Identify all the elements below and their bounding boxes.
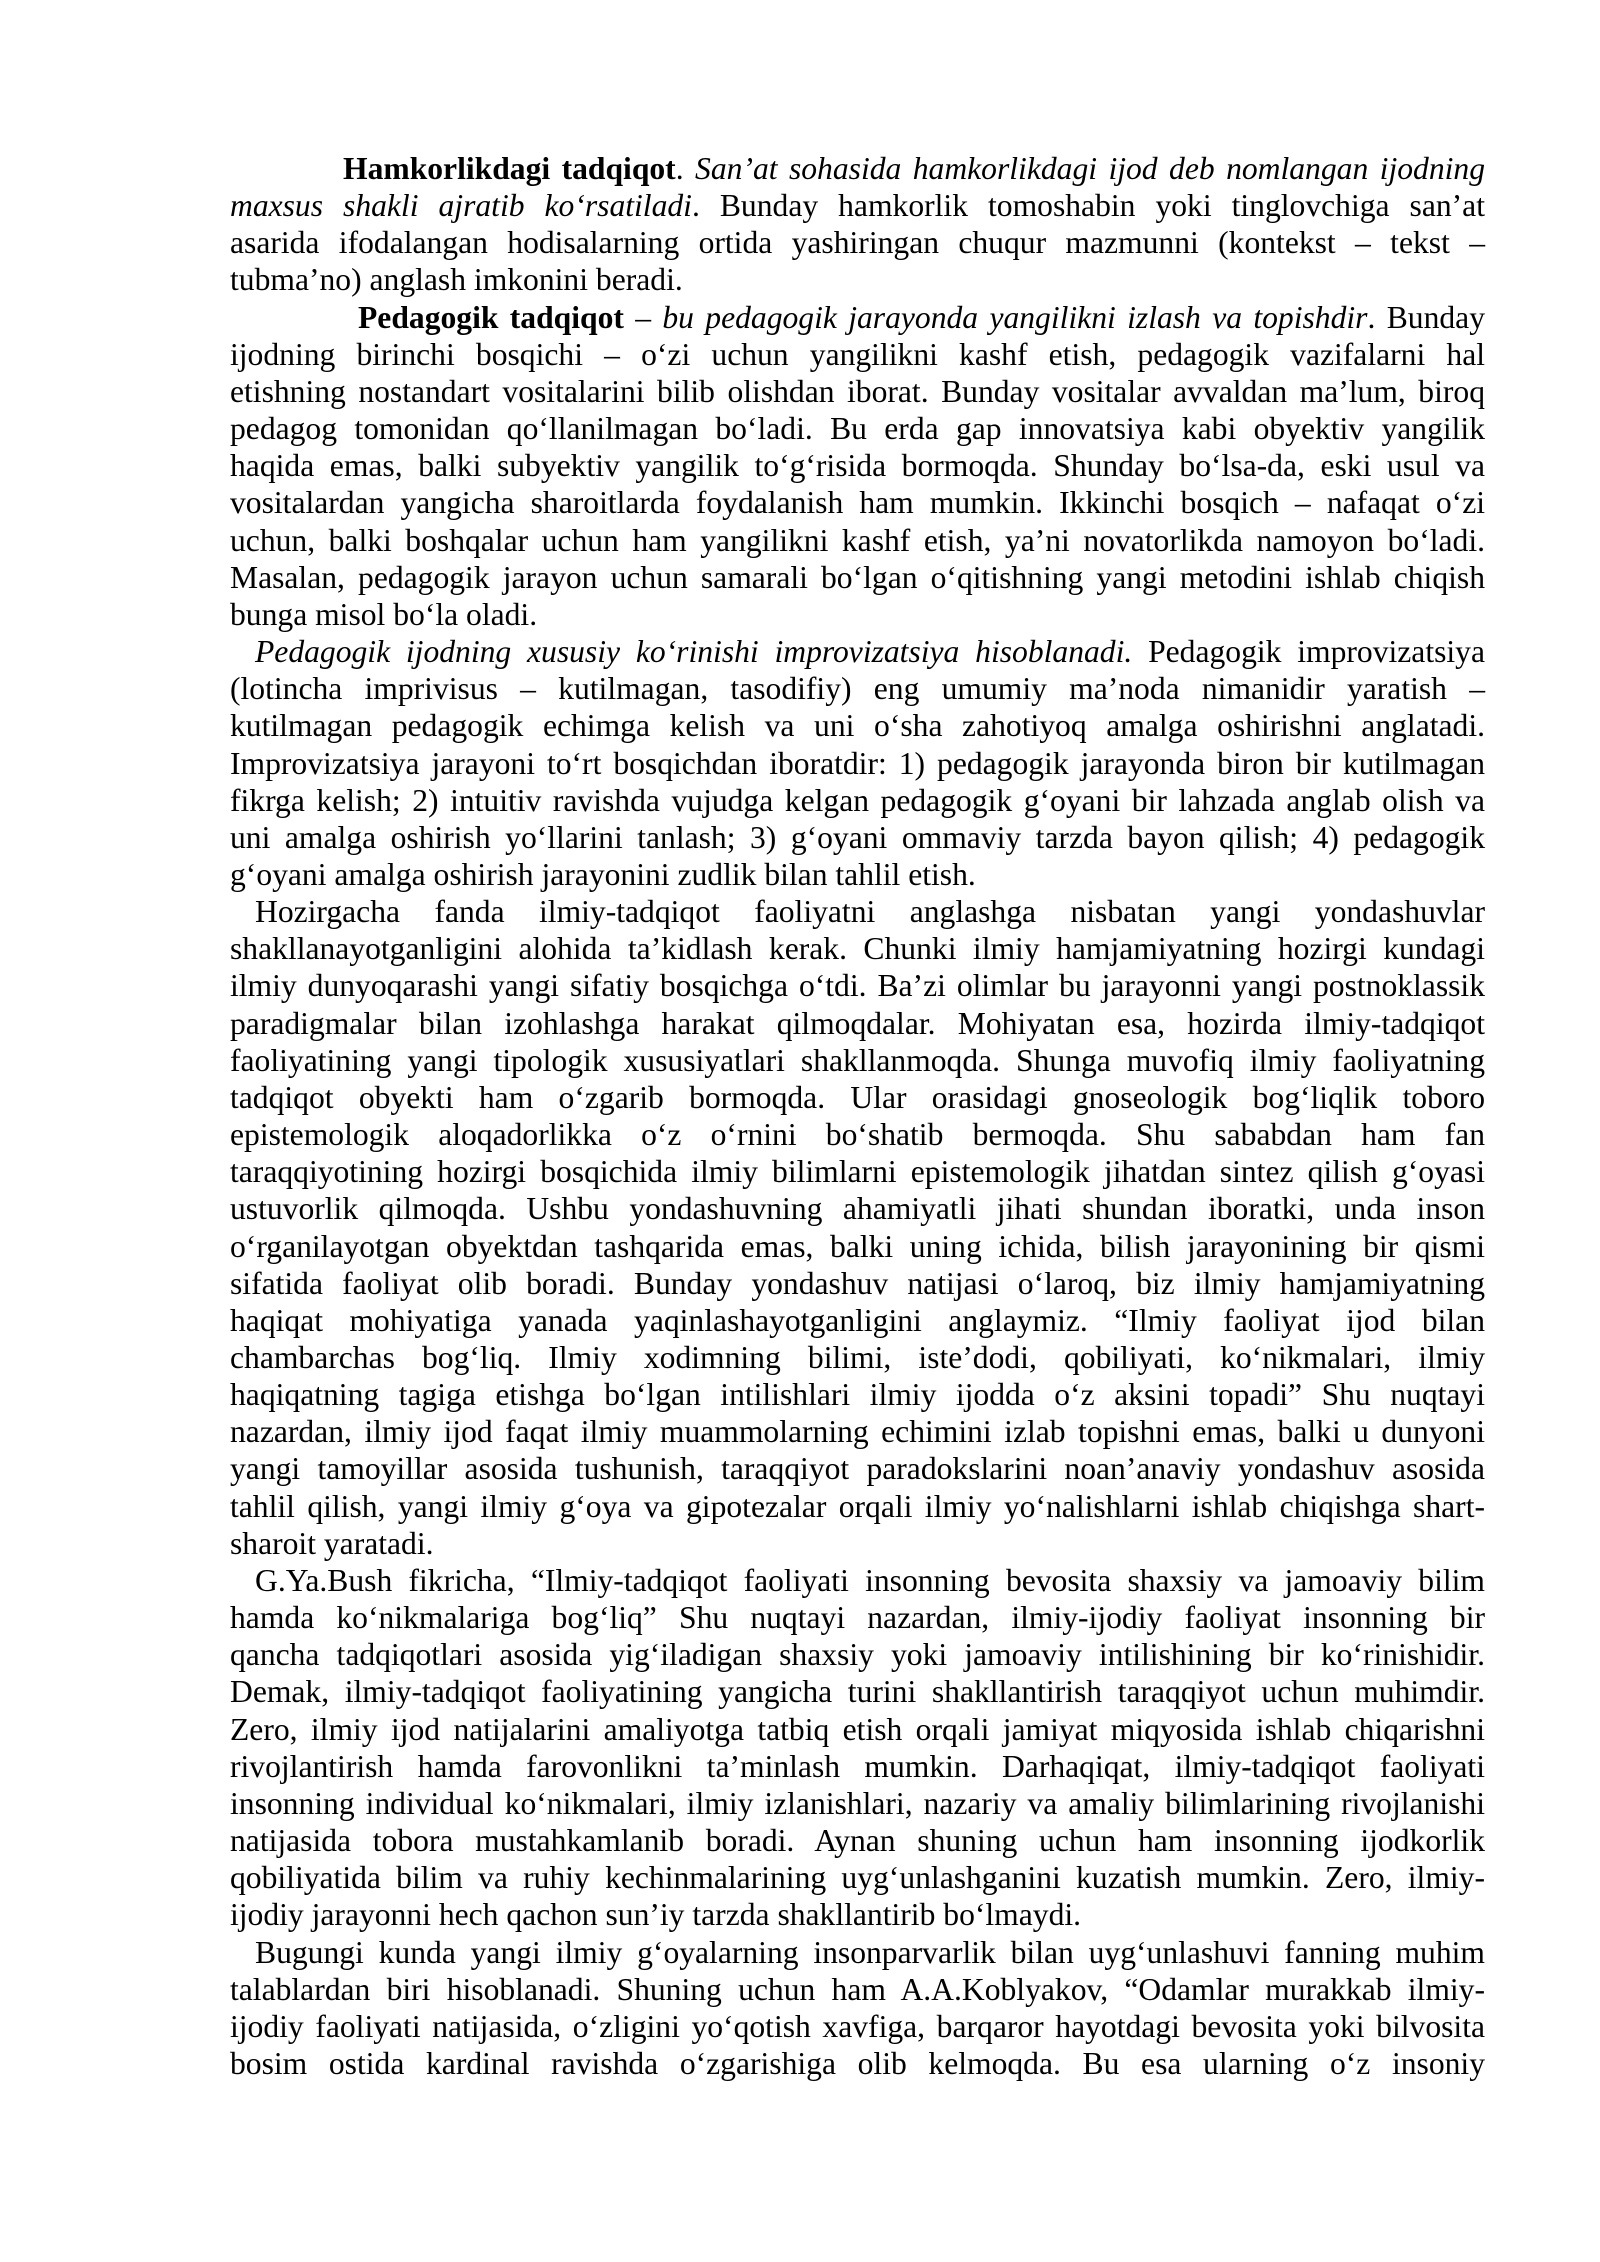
text-line bbox=[230, 1042, 1485, 1079]
text-line bbox=[230, 1302, 1485, 1339]
text-line bbox=[230, 1896, 1485, 1933]
text-run: (lotincha imprivisus – kutilmagan, tasodifiy) eng umumiy ma’noda nimanidir yaratish – bbox=[230, 671, 1485, 707]
text-run: . Bunday hamkorlik tomoshabin yoki tinglovchiga san’at bbox=[691, 188, 1485, 224]
text-line bbox=[230, 819, 1485, 856]
text-run: ijodiy faoliyati natijasida, o‘zligini yo‘qotish xavfiga, barqaror hayotdagi bevosita yoki bilvosita bbox=[230, 2008, 1485, 2044]
text-run: ijodning birinchi bosqichi – o‘zi uchun yangilikni kashf etish, pedagogik vazifalarni hal bbox=[230, 336, 1485, 372]
italic-text: maxsus shakli ajratib ko‘rsatiladi bbox=[230, 188, 692, 224]
text-line bbox=[230, 1711, 1485, 1748]
text-line bbox=[230, 1748, 1485, 1785]
text-run: bunga misol bo‘la oladi. bbox=[230, 596, 538, 632]
text-run: yangi tamoyillar asosida tushunish, taraqqiyot paradokslarini noan’anaviy yondashuv asosida bbox=[230, 1451, 1485, 1487]
text-line bbox=[230, 1190, 1485, 1227]
text-run: – bbox=[623, 299, 663, 335]
text-run: Demak, ilmiy-tadqiqot faoliyatining yangicha turini shakllantirish taraqqiyot uchun muhimdir. bbox=[230, 1674, 1485, 1710]
text-line bbox=[230, 373, 1485, 410]
text-line bbox=[230, 893, 1485, 930]
text-line bbox=[230, 1005, 1485, 1042]
bold-term-text: Pedagogik tadqiqot bbox=[358, 299, 624, 335]
text-line bbox=[230, 782, 1485, 819]
text-run: uchun, balki boshqalar uchun ham yangilikni kashf etish, ya’ni novatorlikda namoyon bo‘ladi. bbox=[230, 522, 1485, 558]
text-run: ustuvorlik qilmoqda. Ushbu yondashuvning ahamiyatli jihati shundan iboratki, unda inson bbox=[230, 1191, 1485, 1227]
text-run: natijasida tobora mustahkamlanib boradi. Aynan shuning uchun ham insonning ijodkorlik bbox=[230, 1823, 1485, 1859]
text-line bbox=[230, 410, 1485, 447]
text-run: qancha tadqiqotlari asosida yig‘iladigan shaxsiy yoki jamoaviy intilishining bir ko‘rinishidir. bbox=[230, 1637, 1485, 1673]
text-run: talablardan biri hisoblanadi. Shuning uchun ham A.A.Koblyakov, “Odamlar murakkab ilmiy- bbox=[230, 1971, 1485, 2007]
text-line bbox=[230, 1562, 1485, 1599]
text-line bbox=[230, 1413, 1485, 1450]
italic-text: bu pedagogik jarayonda yangilikni izlash va topishdir bbox=[662, 299, 1368, 335]
text-run: Improvizatsiya jarayoni to‘rt bosqichdan iboratdir: 1) pedagogik jarayonda biron bir kutilmagan bbox=[230, 745, 1485, 781]
text-line bbox=[230, 1376, 1485, 1413]
text-line bbox=[230, 261, 1485, 298]
paragraph bbox=[230, 299, 1485, 633]
paragraph bbox=[230, 633, 1485, 893]
text-line bbox=[230, 447, 1485, 484]
text-run: qobiliyatida bilim va ruhiy kechinmalarining uyg‘unlashganini kuzatish mumkin. Zero, ilmiy- bbox=[230, 1860, 1485, 1896]
text-line bbox=[230, 1971, 1485, 2008]
paragraph bbox=[230, 893, 1485, 1562]
text-line bbox=[230, 930, 1485, 967]
text-run: G.Ya.Bush fikricha, “Ilmiy-tadqiqot faoliyati insonning bevosita shaxsiy va jamoaviy bilim bbox=[255, 1562, 1485, 1598]
text-line bbox=[230, 299, 1485, 336]
text-run: ilmiy dunyoqarashi yangi sifatiy bosqichga o‘tdi. Ba’zi olimlar bu jarayonni yangi postnoklassik bbox=[230, 968, 1485, 1004]
italic-text: San’at sohasida hamkorlikdagi ijod deb nomlangan ijodning bbox=[695, 151, 1485, 186]
text-line bbox=[230, 484, 1485, 521]
text-line bbox=[230, 1079, 1485, 1116]
text-line bbox=[230, 633, 1485, 670]
text-run: vositalardan yangicha sharoitlarda foydalanish ham mumkin. Ikkinchi bosqich – nafaqat o‘zi bbox=[230, 485, 1485, 521]
text-line bbox=[230, 1339, 1485, 1376]
text-line bbox=[230, 1116, 1485, 1153]
text-line bbox=[230, 670, 1485, 707]
text-line bbox=[230, 1153, 1485, 1190]
text-run: haqida emas, balki subyektiv yangilik to‘g‘risida bormoqda. Shunday bo‘lsa-da, eski usul va bbox=[230, 448, 1485, 484]
text-run: chambarchas bog‘liq. Ilmiy xodimning bilimi, iste’dodi, qobiliyati, ko‘nikmalari, ilmiy bbox=[230, 1340, 1485, 1375]
text-run: Pedagogik improvizatsiya bbox=[1132, 634, 1485, 670]
text-line bbox=[230, 1488, 1485, 1525]
text-run: kutilmagan pedagogik echimga kelish va uni o‘sha zahotiyoq amalga oshirishni anglatadi. bbox=[230, 708, 1485, 744]
text-line bbox=[230, 967, 1485, 1004]
text-run: tahlil qilish, yangi ilmiy g‘oya va gipotezalar orqali ilmiy yo‘nalishlarni ishlab chiqishga shart- bbox=[230, 1488, 1485, 1524]
text-line bbox=[230, 1934, 1485, 1971]
text-run: fikrga kelish; 2) intuitiv ravishda vujudga kelgan pedagogik g‘oyani bir lahzada anglab olish va bbox=[230, 782, 1485, 818]
text-line bbox=[230, 522, 1485, 559]
text-line bbox=[230, 1822, 1485, 1859]
text-run: o‘rganilayotgan obyektdan tashqarida emas, balki uning ichida, bilish jarayonining bir qismi bbox=[230, 1228, 1485, 1264]
text-line bbox=[230, 1785, 1485, 1822]
italic-text: Pedagogik ijodning xususiy ko‘rinishi improvizatsiya hisoblanadi. bbox=[255, 634, 1133, 670]
paragraph bbox=[230, 1562, 1485, 1934]
text-run: tadqiqot obyekti ham o‘zgarib bormoqda. Ular orasidagi gnoseologik bog‘liqlik toboro bbox=[230, 1079, 1485, 1115]
text-line bbox=[230, 1228, 1485, 1265]
text-run: Hozirgacha fanda ilmiy-tadqiqot faoliyatni anglashga nisbatan yangi yondashuvlar bbox=[255, 894, 1485, 930]
text-line bbox=[230, 1859, 1485, 1896]
text-line bbox=[230, 150, 1485, 187]
text-line bbox=[230, 2008, 1485, 2045]
text-run: Zero, ilmiy ijod natijalarini amaliyotga tatbiq etish orqali jamiyat miqyosida ishlab chiqarishni bbox=[230, 1711, 1485, 1747]
text-run: sharoit yaratadi. bbox=[230, 1525, 434, 1561]
text-line bbox=[230, 596, 1485, 633]
text-line bbox=[230, 745, 1485, 782]
text-line bbox=[230, 1636, 1485, 1673]
text-run: pedagog tomonidan qo‘llanilmagan bo‘ladi. Bu erda gap innovatsiya kabi obyektiv yangilik bbox=[230, 411, 1485, 447]
text-run: ijodiy jarayonni hech qachon sun’iy tarzda shakllantirib bo‘lmaydi. bbox=[230, 1897, 1082, 1933]
paragraph bbox=[230, 1934, 1485, 2083]
document-body bbox=[230, 150, 1485, 2082]
text-run: g‘oyani amalga oshirish jarayonini zudlik bilan tahlil etish. bbox=[230, 856, 976, 892]
text-run: Masalan, pedagogik jarayon uchun samarali bo‘lgan o‘qitishning yangi metodini ishlab chiqish bbox=[230, 559, 1485, 595]
text-line bbox=[230, 2045, 1485, 2082]
text-run: hamda ko‘nikmalariga bog‘liq” Shu nuqtayi nazardan, ilmiy-ijodiy faoliyat insonning bir bbox=[230, 1600, 1485, 1636]
text-run: haqiqatning tagiga etishga bo‘lgan intilishlari ilmiy ijodda o‘z aksini topadi” Shu nuqtayi bbox=[230, 1377, 1485, 1413]
text-run: epistemologik aloqadorlikka o‘z o‘rnini bo‘shatib bermoqda. Shu sababdan ham fan bbox=[230, 1117, 1485, 1153]
text-line bbox=[230, 224, 1485, 261]
text-run: faoliyatining yangi tipologik xususiyatlari shakllanmoqda. Shunga muvofiq ilmiy faoliyatning bbox=[230, 1042, 1485, 1078]
text-line bbox=[230, 187, 1485, 224]
text-line bbox=[230, 707, 1485, 744]
text-run: etishning nostandart vositalarini bilib olishdan iborat. Bunday vositalar avvaldan ma’lum, biroq bbox=[230, 373, 1485, 409]
text-line bbox=[230, 1525, 1485, 1562]
text-line bbox=[230, 856, 1485, 893]
text-line bbox=[230, 1450, 1485, 1487]
text-run: tubma’no) anglash imkonini beradi. bbox=[230, 262, 683, 298]
text-line bbox=[230, 1599, 1485, 1636]
text-line bbox=[230, 1673, 1485, 1710]
text-line bbox=[230, 559, 1485, 596]
text-run: . bbox=[675, 151, 696, 186]
text-run: Bugungi kunda yangi ilmiy g‘oyalarning insonparvarlik bilan uyg‘unlashuvi fanning muhim bbox=[255, 1934, 1485, 1970]
text-run: insonning individual ko‘nikmalari, ilmiy izlanishlari, nazariy va amaliy bilimlarining rivojlanishi bbox=[230, 1785, 1485, 1821]
text-run: taraqqiyotining hozirgi bosqichida ilmiy bilimlarni epistemologik jihatdan sintez qilish g‘oyasi bbox=[230, 1154, 1485, 1190]
bold-term-text: Hamkorlikdagi tadqiqot bbox=[343, 151, 676, 186]
text-run: paradigmalar bilan izohlashga harakat qilmoqdalar. Mohiyatan esa, hozirda ilmiy-tadqiqot bbox=[230, 1005, 1485, 1041]
text-line bbox=[230, 336, 1485, 373]
text-run: haqiqat mohiyatiga yanada yaqinlashayotganligini anglaymiz. “Ilmiy faoliyat ijod bilan bbox=[230, 1302, 1485, 1338]
text-run: shakllanayotganligini alohida ta’kidlash kerak. Chunki ilmiy hamjamiyatning hozirgi kundagi bbox=[230, 931, 1485, 967]
text-run: . Bunday bbox=[1367, 299, 1485, 335]
text-run: asarida ifodalangan hodisalarning ortida yashiringan chuqur mazmunni (kontekst – tekst – bbox=[230, 225, 1485, 261]
paragraph bbox=[230, 150, 1485, 299]
text-run: bosim ostida kardinal ravishda o‘zgarishiga olib kelmoqda. Bu esa ularning o‘z insoniy bbox=[230, 2045, 1485, 2081]
text-run: uni amalga oshirish yo‘llarini tanlash; 3) g‘oyani ommaviy tarzda bayon qilish; 4) pedagogik bbox=[230, 819, 1485, 855]
text-run: sifatida faoliyat olib boradi. Bunday yondashuv natijasi o‘laroq, biz ilmiy hamjamiyatning bbox=[230, 1265, 1485, 1301]
text-run: nazardan, ilmiy ijod faqat ilmiy muammolarning echimini izlab topishni emas, balki u dunyoni bbox=[230, 1414, 1485, 1450]
text-line bbox=[230, 1265, 1485, 1302]
text-run: rivojlantirish hamda farovonlikni ta’minlash mumkin. Darhaqiqat, ilmiy-tadqiqot faoliyati bbox=[230, 1748, 1485, 1784]
